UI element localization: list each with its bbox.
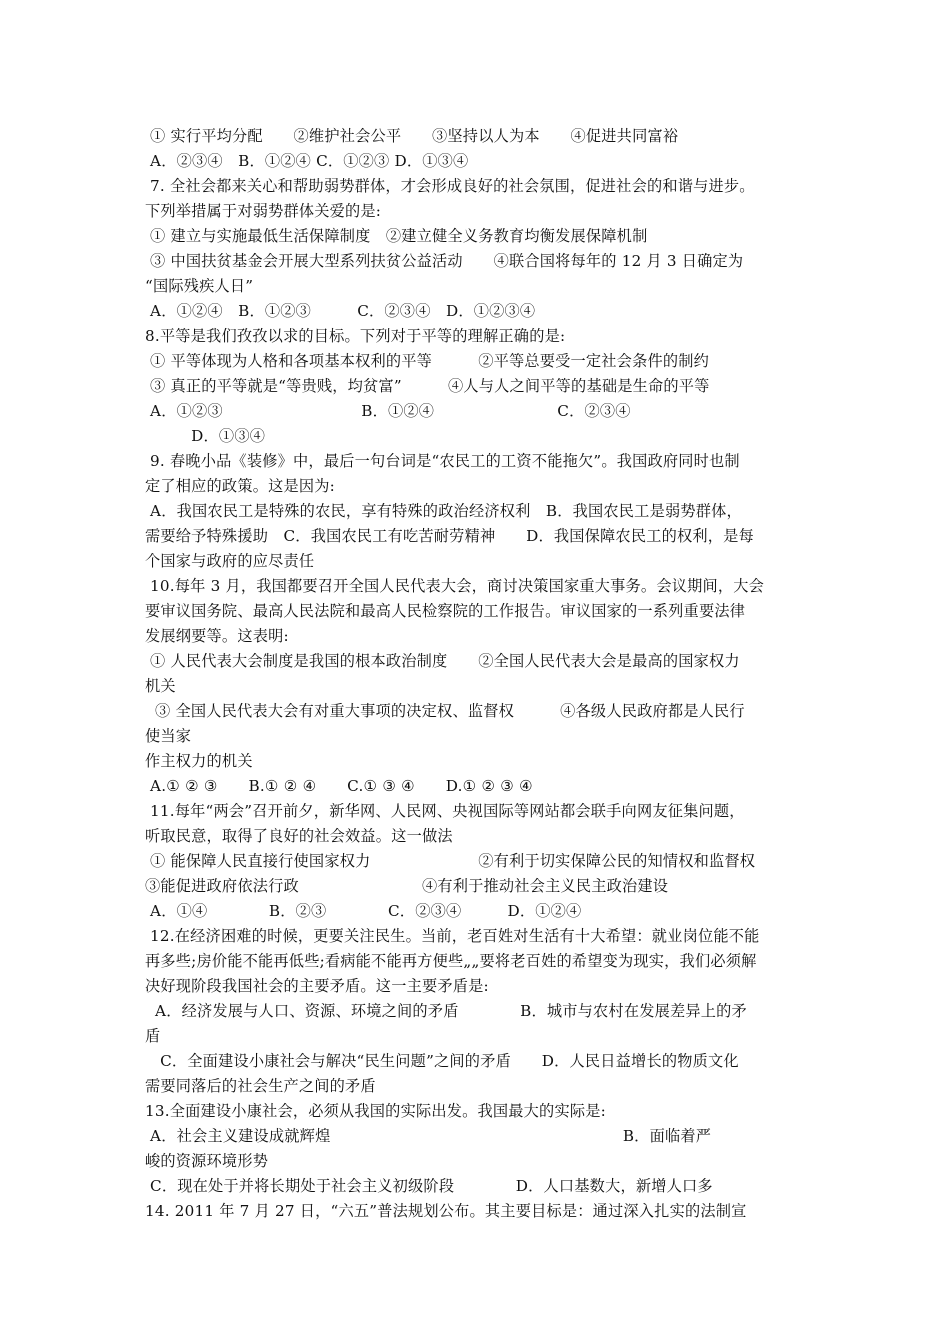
text-line: 10.每年 3 月，我国都要召开全国人民代表大会，商讨决策国家重大事务。会议期间，大会	[145, 577, 765, 595]
text-line: 决好现阶段我国社会的主要矛盾。这一主要矛盾是:	[145, 977, 489, 995]
text-line: 机关	[145, 677, 176, 695]
text-line: ① 实行平均分配 ②维护社会公平 ③坚持以人为本 ④促进共同富裕	[145, 127, 679, 145]
text-line: 峻的资源环境形势	[145, 1152, 269, 1170]
text-line: ③ 全国人民代表大会有对重大事项的决定权、监督权 ④各级人民政府都是人民行	[145, 702, 745, 720]
text-line: 发展纲要等。这表明:	[145, 627, 289, 645]
text-line: D．①③④	[145, 427, 266, 445]
text-line: A．经济发展与人口、资源、环境之间的矛盾 B．城市与农村在发展差异上的矛	[145, 1002, 747, 1020]
text-line: 需要给予特殊援助 C．我国农民工有吃苦耐劳精神 D．我国保障农民工的权利，是每	[145, 527, 754, 545]
text-line: 12.在经济困难的时候，更要关注民生。当前，老百姓对生活有十大希望：就业岗位能不能	[145, 927, 760, 945]
text-line: 作主权力的机关	[145, 752, 253, 770]
text-line: 下列举措属于对弱势群体关爱的是:	[145, 202, 382, 220]
text-line: C．全面建设小康社会与解决“民生问题”之间的矛盾 D．人民日益增长的物质文化	[145, 1052, 739, 1070]
text-line: 再多些;房价能不能再低些;看病能不能再方便些„„要将老百姓的希望变为现实，我们必须解	[145, 952, 757, 970]
text-line: “国际残疾人日”	[145, 277, 254, 295]
text-line: ① 平等体现为人格和各项基本权利的平等 ②平等总要受一定社会条件的制约	[145, 352, 710, 370]
text-line: 听取民意，取得了良好的社会效益。这一做法	[145, 827, 453, 845]
text-line: ③能促进政府依法行政 ④有利于推动社会主义民主政治建设	[145, 877, 669, 895]
text-line: 需要同落后的社会生产之间的矛盾	[145, 1077, 376, 1095]
text-line: 8.平等是我们孜孜以求的目标。下列对于平等的理解正确的是:	[145, 327, 566, 345]
text-line: 定了相应的政策。这是因为:	[145, 477, 335, 495]
text-line: ③ 真正的平等就是“等贵贱，均贫富” ④人与人之间平等的基础是生命的平等	[145, 377, 710, 395]
text-line: A．我国农民工是特殊的农民，享有特殊的政治经济权利 B．我国农民工是弱势群体，	[145, 502, 742, 520]
text-line: A.① ② ③ B.① ② ④ C.① ③ ④ D.① ② ③ ④	[145, 777, 533, 795]
text-line: 使当家	[145, 727, 192, 745]
text-line: 要审议国务院、最高人民法院和最高人民检察院的工作报告。审议国家的一系列重要法律	[145, 602, 746, 620]
text-line: A．①②③ B．①②④ C．②③④	[145, 402, 631, 420]
text-line: 盾	[145, 1027, 161, 1045]
text-line: ③ 中国扶贫基金会开展大型系列扶贫公益活动 ④联合国将每年的 12 月 3 日确定为	[145, 252, 744, 270]
text-line: A．①④ B．②③ C．②③④ D．①②④	[145, 902, 582, 920]
text-line: C．现在处于并将长期处于社会主义初级阶段 D．人口基数大，新增人口多	[145, 1177, 713, 1195]
text-line: 个国家与政府的应尽责任	[145, 552, 315, 570]
text-line: 7. 全社会都来关心和帮助弱势群体，才会形成良好的社会氛围，促进社会的和谐与进步。	[145, 177, 755, 195]
text-line: 13.全面建设小康社会，必须从我国的实际出发。我国最大的实际是:	[145, 1102, 606, 1120]
text-line: 11.每年“两会”召开前夕，新华网、人民网、央视国际等网站都会联手向网友征集问题，	[145, 802, 745, 820]
text-line: 14. 2011 年 7 月 27 日，“六五”普法规划公布。其主要目标是：通过深入扎实的法制宣	[145, 1202, 747, 1220]
text-line: A．社会主义建设成就辉煌 B．面临着严	[145, 1127, 712, 1145]
text-line: ① 人民代表大会制度是我国的根本政治制度 ②全国人民代表大会是最高的国家权力	[145, 652, 740, 670]
text-line: A．②③④ B．①②④ C．①②③ D．①③④	[145, 152, 469, 170]
text-line: A．①②④ B．①②③ C．②③④ D．①②③④	[145, 302, 536, 320]
text-line: ① 能保障人民直接行使国家权力 ②有利于切实保障公民的知情权和监督权	[145, 852, 756, 870]
text-line: 9. 春晚小品《装修》中，最后一句台词是“农民工的工资不能拖欠”。我国政府同时也制	[145, 452, 740, 470]
text-line: ① 建立与实施最低生活保障制度 ②建立健全义务教育均衡发展保障机制	[145, 227, 648, 245]
